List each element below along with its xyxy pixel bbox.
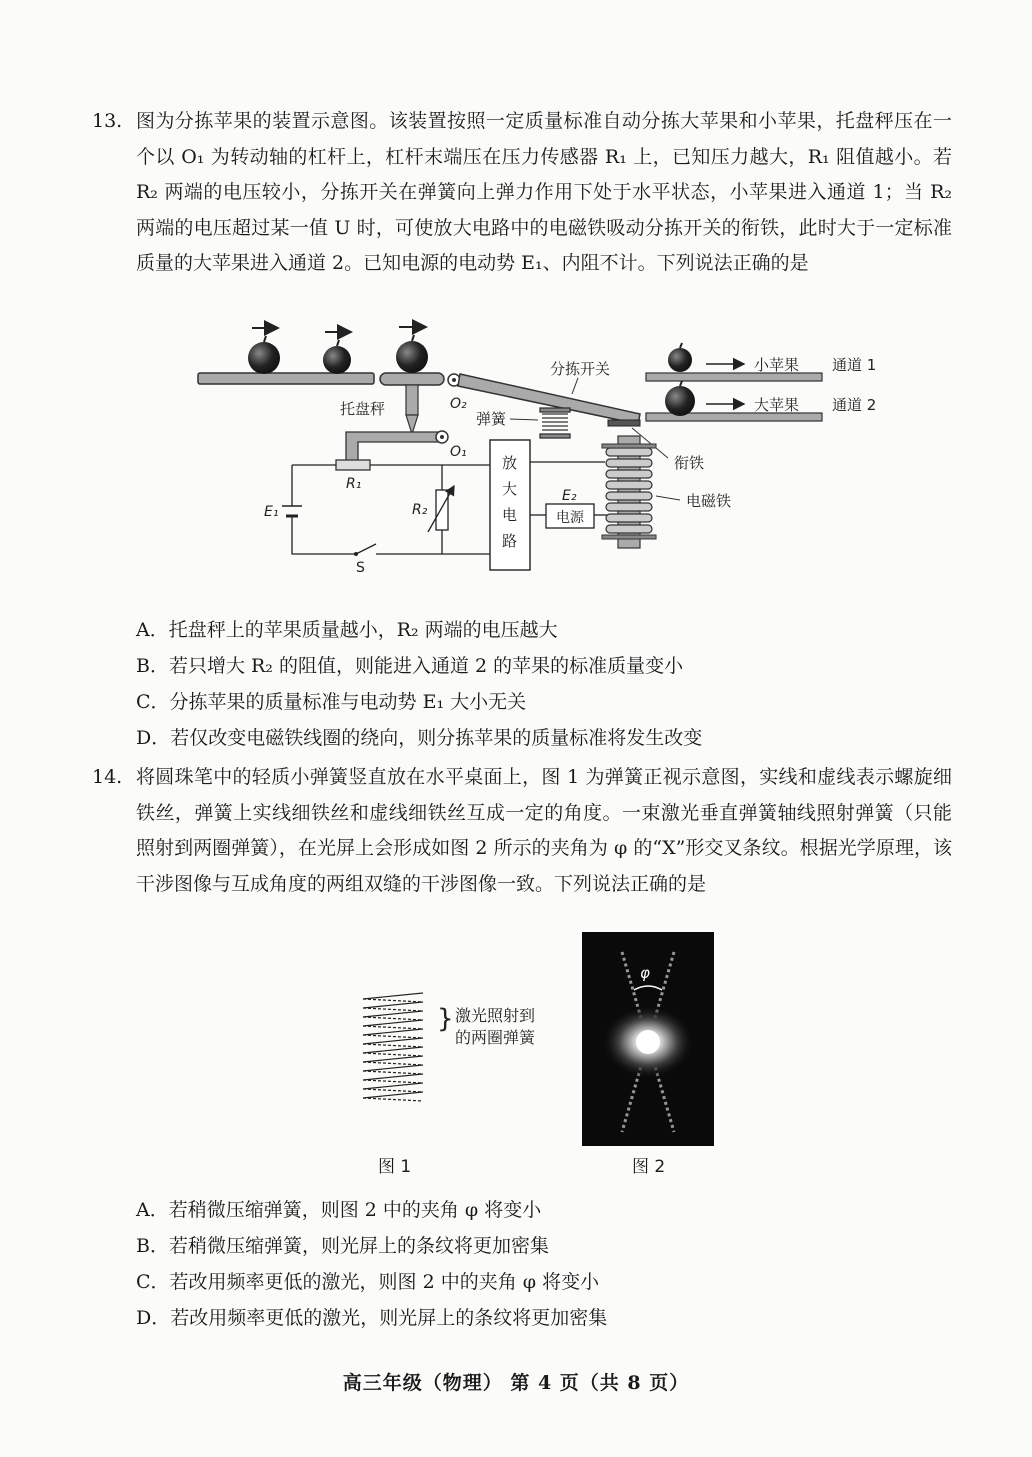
svg-text:小苹果: 小苹果 xyxy=(754,356,800,374)
svg-text:φ: φ xyxy=(640,964,650,982)
svg-text:S: S xyxy=(356,560,365,576)
svg-text:通道 2: 通道 2 xyxy=(832,396,877,414)
svg-text:E₂: E₂ xyxy=(562,488,577,504)
spring-dashed-strand xyxy=(363,1080,423,1083)
armature xyxy=(608,420,640,426)
spring-dashed-strand xyxy=(363,1026,423,1029)
svg-text:通道 1: 通道 1 xyxy=(832,356,877,374)
spring-solid-strand xyxy=(363,1074,423,1080)
tray-scale-pan xyxy=(380,373,444,385)
question-text: 将圆珠笔中的轻质小弹簧竖直放在水平桌面上，图 1 为弹簧正视示意图，实线和虚线表示螺旋细铁丝，弹簧上实线细铁丝和虚线细铁丝互成一定的角度。一束激光垂直弹簧轴线照射弹簧（只能照射到两圈弹簧），在光屏上会形成如图 2 所示的夹角为 φ 的“X”形交叉条纹。根据光学原理，该干涉图像与互成角度的两组双缝的干涉图像一致。下列说法正确的是 xyxy=(136,766,952,895)
q13-option-b[interactable]: B．若只增大 R₂ 的阻值，则能进入通道 2 的苹果的标准质量变小 xyxy=(136,655,684,677)
question-number: 14. xyxy=(92,766,123,788)
q14-option-d[interactable]: D．若改用频率更低的激光，则光屏上的条纹将更加密集 xyxy=(136,1307,608,1329)
svg-text:电: 电 xyxy=(502,506,518,524)
spring-solid-strand xyxy=(363,993,423,999)
apple-2 xyxy=(323,332,351,374)
spring-solid-strand xyxy=(363,1020,423,1026)
svg-text:大苹果: 大苹果 xyxy=(754,396,800,414)
spring xyxy=(540,408,570,438)
q14-option-b[interactable]: B．若稍微压缩弹簧，则光屏上的条纹将更加密集 xyxy=(136,1235,549,1257)
svg-text:路: 路 xyxy=(502,532,518,550)
svg-text:衔铁: 衔铁 xyxy=(674,454,705,472)
spring-dashed-strand xyxy=(363,1098,423,1101)
svg-text:电磁铁: 电磁铁 xyxy=(686,492,732,510)
svg-text:O₁: O₁ xyxy=(450,444,467,460)
spring-dashed-strand xyxy=(363,1071,423,1074)
r2-rheostat xyxy=(436,490,448,530)
r1-sensor xyxy=(336,460,370,470)
q13-option-d[interactable]: D．若仅改变电磁铁线圈的绕向，则分拣苹果的质量标准将发生改变 xyxy=(136,727,703,749)
svg-text:激光照射到: 激光照射到 xyxy=(455,1006,536,1025)
svg-text:电源: 电源 xyxy=(556,510,584,526)
spring-solid-strand xyxy=(363,1056,423,1062)
spring-dashed-strand xyxy=(363,1053,423,1056)
spring-solid-strand xyxy=(363,1029,423,1035)
q14-option-c[interactable]: C．若改用频率更低的激光，则图 2 中的夹角 φ 将变小 xyxy=(136,1271,600,1293)
spring-solid-strand xyxy=(363,1092,423,1098)
question-13 xyxy=(92,104,952,282)
apple-sorter-diagram xyxy=(180,310,900,590)
svg-text:R₂: R₂ xyxy=(412,502,428,518)
figure-2-interference xyxy=(582,932,714,1146)
electromagnet xyxy=(602,436,656,548)
question-14 xyxy=(92,760,952,902)
figure-1-spring xyxy=(355,985,555,1115)
spring-solid-strand xyxy=(363,1002,423,1008)
spring-dashed-strand xyxy=(363,1089,423,1092)
apple-3 xyxy=(396,327,428,373)
svg-text:分拣开关: 分拣开关 xyxy=(550,360,611,378)
spring-dashed-strand xyxy=(363,999,423,1002)
spring-solid-strand xyxy=(363,1083,423,1089)
page-footer: 高三年级（物理） 第 4 页（共 8 页） xyxy=(342,1372,690,1394)
spring-dashed-strand xyxy=(363,1062,423,1065)
svg-text:}: } xyxy=(437,1004,454,1034)
svg-text:大: 大 xyxy=(502,480,518,498)
svg-text:弹簧: 弹簧 xyxy=(476,410,507,428)
q13-option-a[interactable]: A．托盘秤上的苹果质量越小，R₂ 两端的电压越大 xyxy=(136,619,558,641)
spring-solid-strand xyxy=(363,1011,423,1017)
q13-option-c[interactable]: C．分拣苹果的质量标准与电动势 E₁ 大小无关 xyxy=(136,691,527,713)
svg-text:的两圈弹簧: 的两圈弹簧 xyxy=(455,1028,536,1047)
spring-dashed-strand xyxy=(363,1008,423,1011)
svg-text:托盘秤: 托盘秤 xyxy=(340,400,386,418)
spring-dashed-strand xyxy=(363,1035,423,1038)
spring-solid-strand xyxy=(363,1038,423,1044)
question-text: 图为分拣苹果的装置示意图。该装置按照一定质量标准自动分拣大苹果和小苹果，托盘秤压在一个以 O₁ 为转动轴的杠杆上，杠杆末端压在压力传感器 R₁ 上，已知压力越大，R₁ 阻值越小。若 R₂ 两端的电压较小，分拣开关在弹簧向上弹力作用下处于水平状态，小苹果进入通道 1；当 R₂ 两端的电压超过某一值 U 时，可使放大电路中的电磁铁吸动分拣开关的衔铁，此时大于一定标准质量的大苹果进入通道 2。已知电源的电动势 E₁、内阻不计。下列说法正确的是 xyxy=(136,110,952,274)
svg-text:R₁: R₁ xyxy=(346,476,362,492)
svg-text:放: 放 xyxy=(502,454,518,472)
spring-solid-strand xyxy=(363,1065,423,1071)
spring-solid-strand xyxy=(363,1047,423,1053)
spring-dashed-strand xyxy=(363,1044,423,1047)
svg-text:O₂: O₂ xyxy=(450,396,467,412)
spring-dashed-strand xyxy=(363,1017,423,1020)
q14-option-a[interactable]: A．若稍微压缩弹簧，则图 2 中的夹角 φ 将变小 xyxy=(136,1199,542,1221)
conveyor-belt xyxy=(198,373,374,384)
apple-1 xyxy=(248,328,280,374)
figure-2-caption: 图 2 xyxy=(632,1157,666,1177)
question-number: 13. xyxy=(92,110,123,132)
figure-1-caption: 图 1 xyxy=(378,1157,412,1177)
svg-text:E₁: E₁ xyxy=(264,504,279,520)
